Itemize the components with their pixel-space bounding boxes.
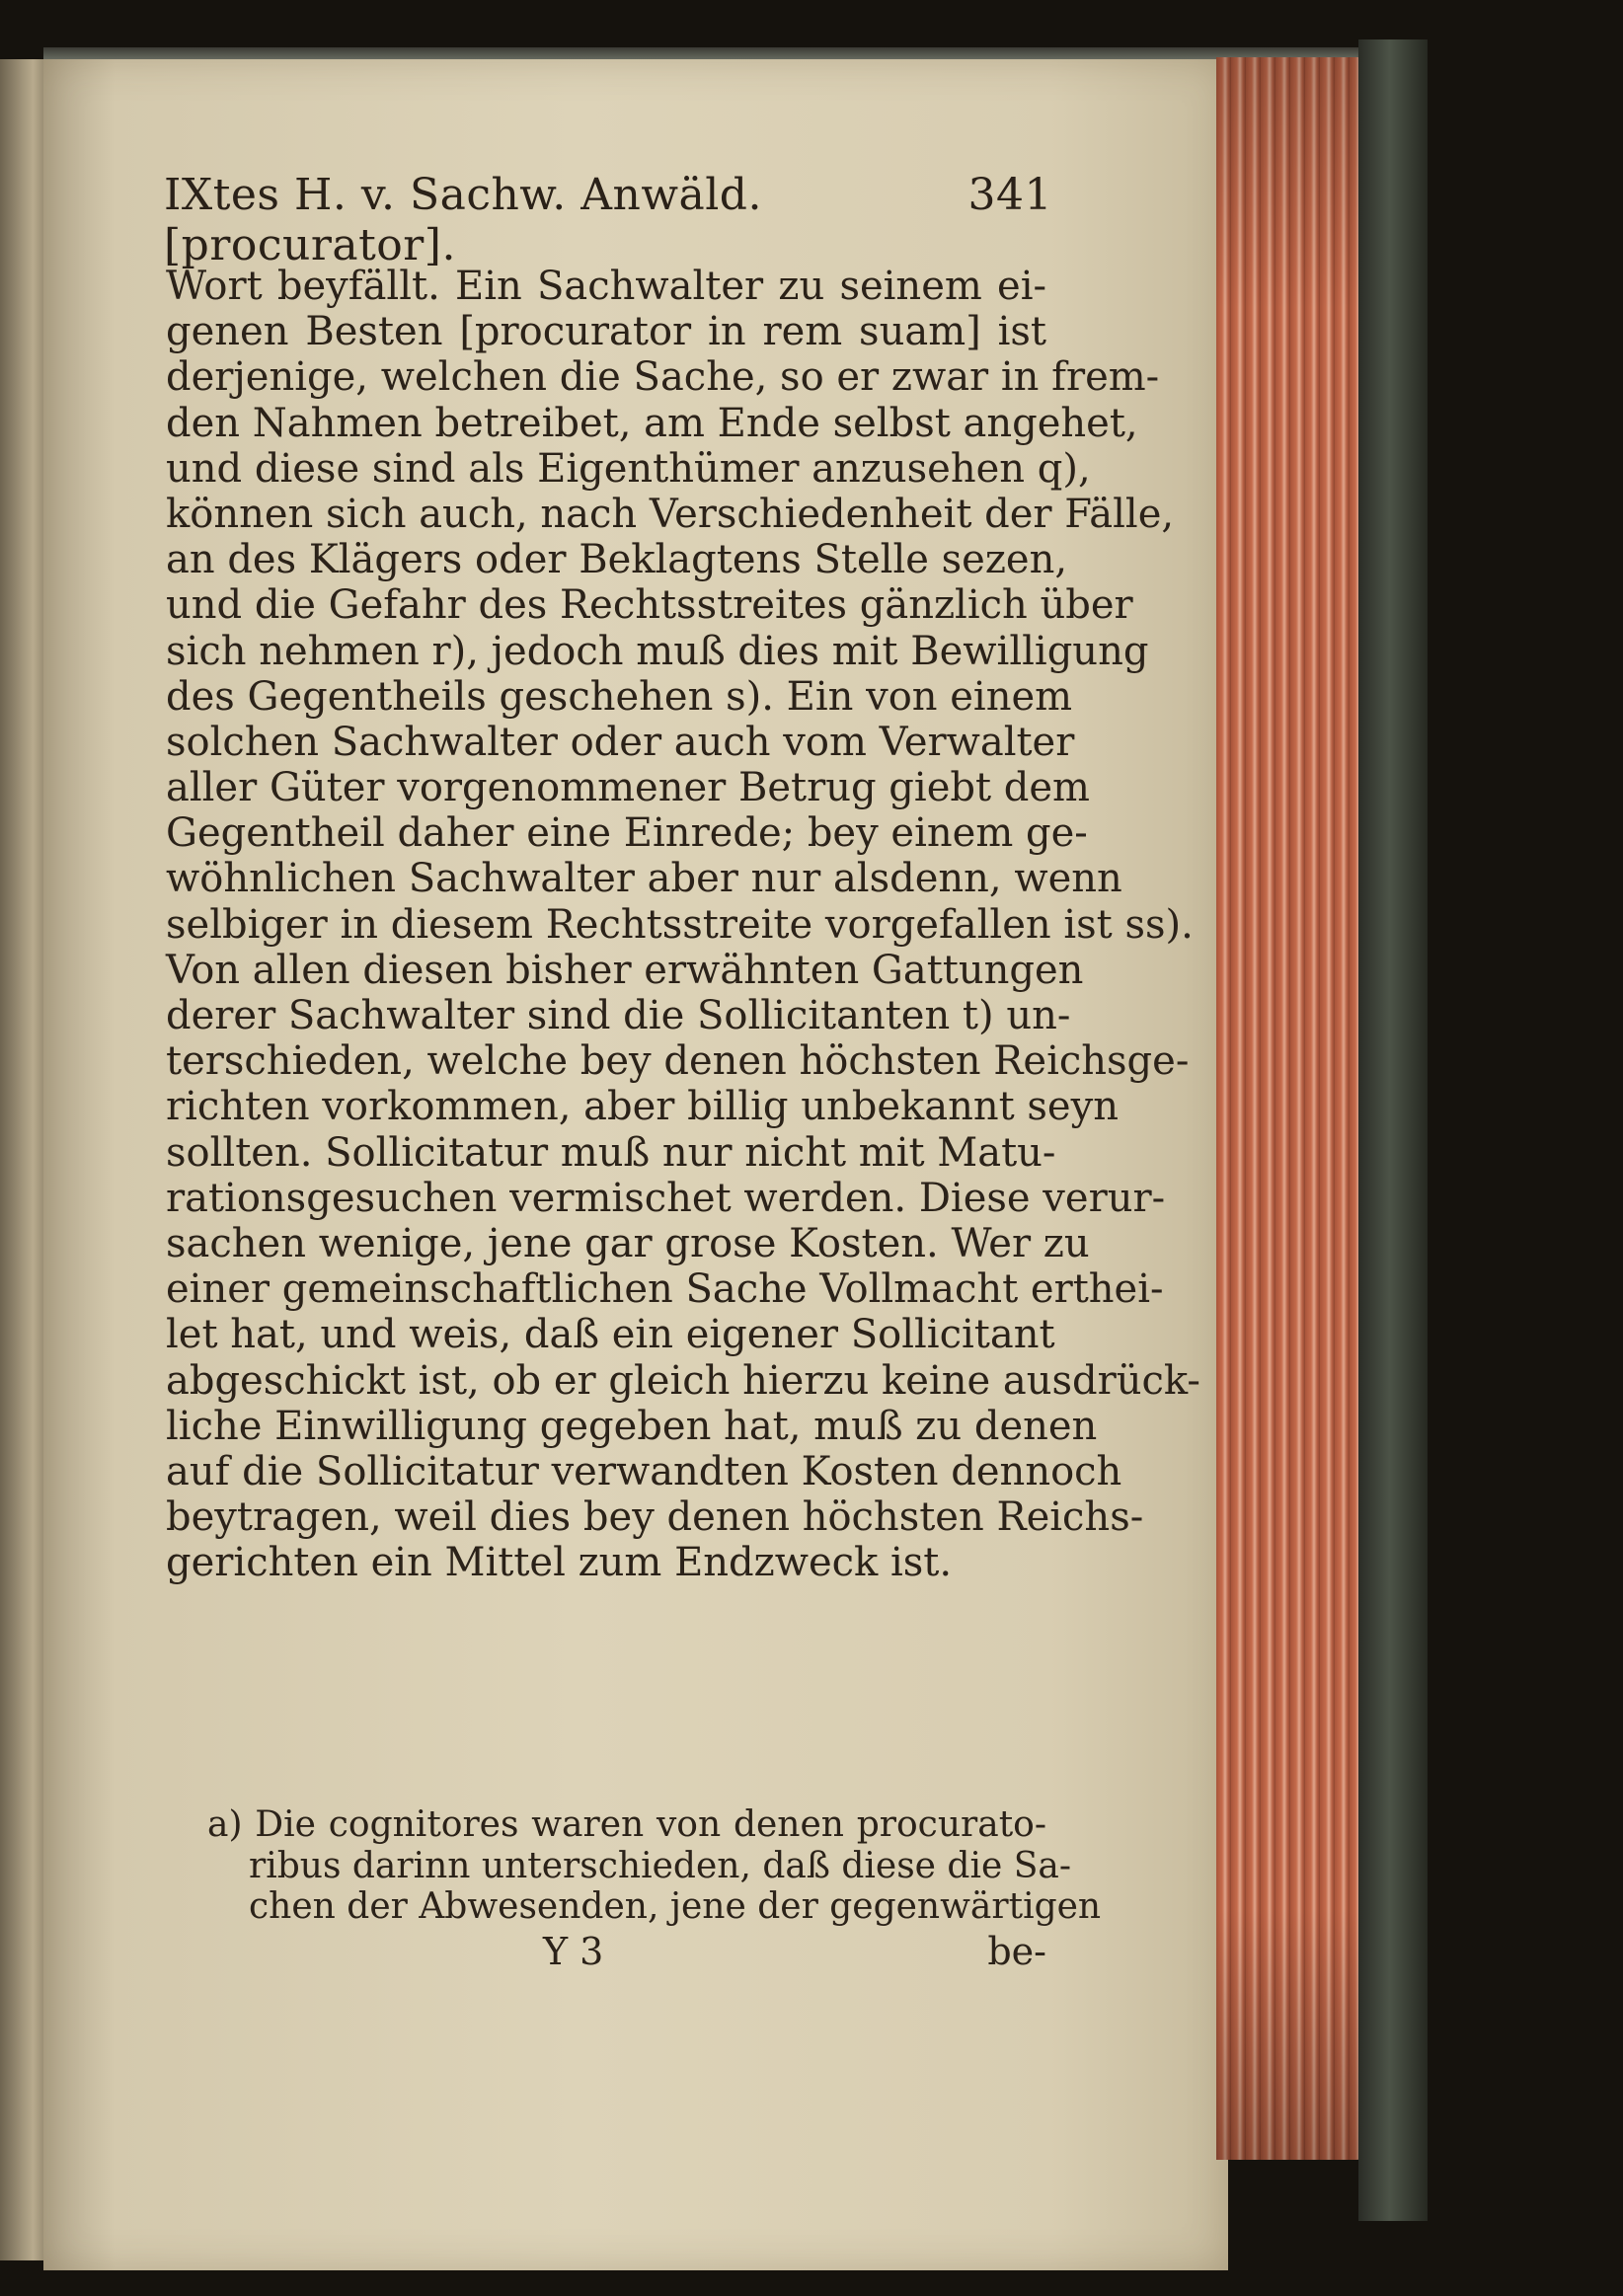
text-line: einer gemeinschaftlichen Sache Vollmacht erthei- — [166, 1266, 1164, 1313]
text-line: können sich auch, nach Verschiedenheit der Fälle, — [166, 491, 1175, 537]
running-header — [164, 170, 1052, 270]
text-line: sollten. Sollicitatur muß nur nicht mit Matu- — [166, 1129, 1056, 1176]
facing-page-edge — [0, 59, 47, 2260]
text-line: sachen wenige, jene gar grose Kosten. Wer zu — [166, 1220, 1090, 1266]
text-line: und diese sind als Eigenthümer anzusehen q), — [166, 445, 1091, 492]
footnote — [207, 1804, 1102, 1928]
text-line: aller Güter vorgenommener Betrug giebt dem — [166, 765, 1090, 811]
text-line: solchen Sachwalter oder auch vom Verwalter — [166, 719, 1075, 765]
text-line: den Nahmen betreibet, am Ende selbst angehet, — [166, 400, 1138, 446]
footnote-line: ribus darinn unterschieden, daß diese die Sa- — [249, 1845, 1072, 1886]
running-title: IXtes H. v. Sachw. Anwäld. [procurator]. — [164, 170, 762, 270]
text-line: terschieden, welche bey denen höchsten Reichsge- — [166, 1038, 1190, 1085]
text-line: Von allen diesen bisher erwähnten Gattungen — [166, 947, 1084, 993]
text-line: des Gegentheils geschehen s). Ein von einem — [166, 673, 1073, 720]
text-line: selbiger in diesem Rechtsstreite vorgefallen ist ss). — [166, 901, 1194, 948]
signature-mark: Y 3 — [543, 1930, 604, 1973]
book-cover-edge — [1358, 39, 1428, 2221]
page-number: 341 — [967, 170, 1052, 220]
text-line: rationsgesuchen vermischet werden. Diese verur- — [166, 1175, 1166, 1221]
page-footer — [533, 1930, 1046, 1979]
text-line: Wort beyfällt. Ein Sachwalter zu seinem ei- — [166, 264, 1046, 309]
text-line: genen Besten [procurator in rem suam] ist — [166, 309, 1046, 355]
page-edges-shading — [1216, 57, 1364, 2160]
text-line: beytragen, weil dies bey denen höchsten Reichs- — [166, 1494, 1144, 1541]
text-line: gerichten ein Mittel zum Endzweck ist. — [166, 1540, 953, 1586]
text-line: derer Sachwalter sind die Sollicitanten t) un- — [166, 993, 1071, 1038]
footnote-line: a) Die cognitores waren von denen procurato- — [207, 1804, 1046, 1845]
text-line: Gegentheil daher eine Einrede; bey einem ge- — [166, 810, 1088, 857]
text-line: und die Gefahr des Rechtsstreites gänzlich über — [166, 582, 1133, 629]
text-line: an des Klägers oder Beklagtens Stelle sezen, — [166, 537, 1068, 583]
catchword: be- — [987, 1930, 1046, 1973]
text-line: wöhnlichen Sachwalter aber nur alsdenn, wenn — [166, 856, 1122, 902]
text-line: richten vorkommen, aber billig unbekannt seyn — [166, 1084, 1119, 1130]
text-line: derjenige, welchen die Sache, so er zwar in frem- — [166, 354, 1160, 401]
text-line: abgeschickt ist, ob er gleich hierzu keine ausdrück- — [166, 1357, 1200, 1404]
text-line: auf die Sollicitatur verwandten Kosten dennoch — [166, 1448, 1122, 1494]
main-text — [166, 264, 1200, 1586]
text-line: let hat, und weis, daß ein eigener Sollicitant — [166, 1312, 1055, 1358]
text-line: sich nehmen r), jedoch muß dies mit Bewilligung — [166, 628, 1149, 674]
text-line: liche Einwilligung gegeben hat, muß zu denen — [166, 1403, 1098, 1449]
footnote-line: chen der Abwesenden, jene der gegenwärtigen — [249, 1886, 1102, 1927]
